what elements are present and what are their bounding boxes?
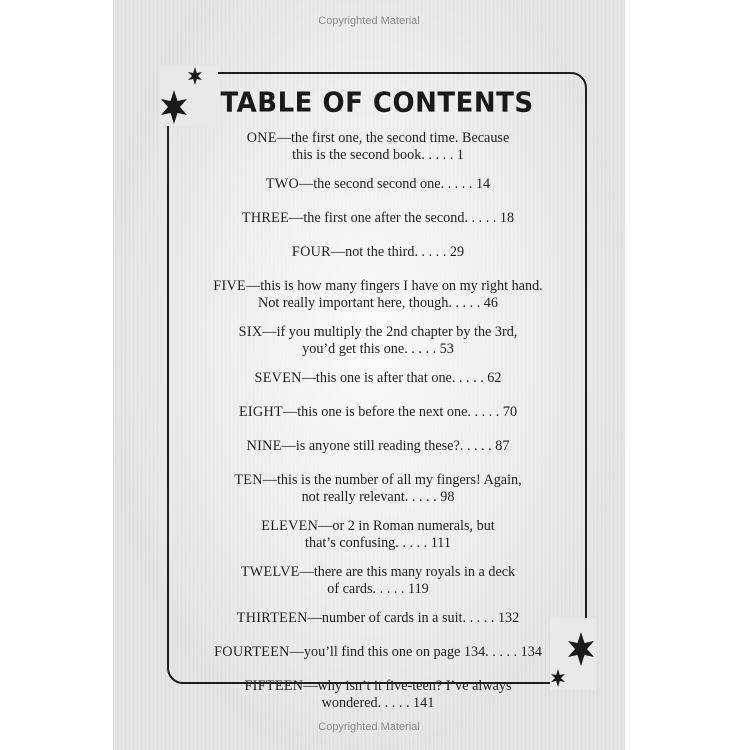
- chapter-number: TWO: [265, 176, 300, 192]
- chapter-description: —the second second one. . . . . 14: [299, 176, 491, 192]
- chapter-description: not really relevant. . . . . 98: [301, 489, 455, 505]
- toc-entry-line: [200, 644, 556, 661]
- toc-entry-line: [200, 244, 556, 261]
- toc-entry-line: [200, 610, 556, 627]
- chapter-description: —or 2 in Roman numerals, but: [318, 518, 495, 534]
- toc-entry: [200, 404, 556, 438]
- copyright-watermark-bottom: Copyrighted Material: [318, 721, 420, 733]
- chapter-number: TWELVE: [240, 564, 300, 580]
- toc-entry-line: [200, 210, 556, 227]
- toc-entry-line: [200, 581, 556, 598]
- chapter-number: TEN: [234, 472, 263, 488]
- copyright-watermark-top: Copyrighted Material: [318, 15, 420, 27]
- toc-entry-line: [200, 147, 556, 164]
- toc-entry-line: [200, 176, 556, 193]
- chapter-number: FIFTEEN: [244, 678, 304, 694]
- toc-entry: [200, 130, 556, 176]
- toc-entry: [200, 678, 556, 724]
- toc-entry-line: [200, 518, 556, 535]
- toc-entry-line: [200, 489, 556, 506]
- large-star-icon: [568, 632, 594, 666]
- chapter-number: FOURTEEN: [214, 644, 290, 660]
- chapter-description: —this is the number of all my fingers! Again,: [262, 472, 522, 488]
- chapter-number: FIVE: [213, 278, 246, 294]
- chapter-number: EIGHT: [238, 404, 283, 420]
- chapter-description: —this one is before the next one. . . . . 70: [283, 404, 518, 420]
- toc-entry-line: [200, 535, 556, 552]
- toc-entry-line: [200, 130, 556, 147]
- chapter-description: you’d get this one. . . . . 53: [302, 341, 454, 357]
- toc-entry-line: [200, 678, 556, 695]
- toc-entry: [200, 518, 556, 564]
- small-star-icon: [188, 67, 202, 85]
- toc-entry: [200, 176, 556, 210]
- chapter-description: that’s confusing. . . . . 111: [305, 535, 451, 551]
- chapter-description: this is the second book. . . . . 1: [292, 147, 464, 163]
- toc-entry: [200, 472, 556, 518]
- chapter-number: FOUR: [291, 244, 331, 260]
- chapter-number: THIRTEEN: [236, 610, 308, 626]
- toc-entry: [200, 438, 556, 472]
- chapter-description: —number of cards in a suit. . . . . 132: [307, 610, 520, 626]
- chapter-description: wondered. . . . . 141: [321, 695, 435, 711]
- toc-entry: [200, 564, 556, 610]
- toc-entry-line: [200, 404, 556, 421]
- chapter-description: —you’ll find this one on page 134. . . . . 134: [289, 644, 542, 660]
- chapter-number: THREE: [241, 210, 290, 226]
- chapter-number: NINE: [246, 438, 282, 454]
- chapter-number: SEVEN: [254, 370, 302, 386]
- chapter-description: of cards. . . . . 119: [327, 581, 429, 597]
- chapter-description: —this is how many fingers I have on my right hand.: [246, 278, 543, 294]
- toc-entry: [200, 278, 556, 324]
- toc-entry: [200, 644, 556, 678]
- toc-entry: [200, 244, 556, 278]
- toc-entry-line: [200, 370, 556, 387]
- toc-entry-line: [200, 324, 556, 341]
- chapter-description: Not really important here, though. . . . . 46: [258, 295, 498, 311]
- chapter-number: ELEVEN: [261, 518, 319, 534]
- chapter-description: —this one is after that one. . . . . 62: [301, 370, 502, 386]
- page-title: TABLE OF CONTENTS: [220, 87, 534, 119]
- chapter-description: —the first one, the second time. Because: [276, 130, 510, 146]
- toc-entry-line: [200, 438, 556, 455]
- chapter-description: —if you multiply the 2nd chapter by the 3rd,: [262, 324, 518, 340]
- toc-entry-line: [200, 278, 556, 295]
- chapter-description: —the first one after the second. . . . . 18: [289, 210, 515, 226]
- toc-entry-line: [200, 695, 556, 712]
- chapter-description: —is anyone still reading these?. . . . . 87: [281, 438, 510, 454]
- toc-entry: [200, 370, 556, 404]
- toc-entry-line: [200, 295, 556, 312]
- chapter-description: —there are this many royals in a deck: [299, 564, 516, 580]
- toc-entry: [200, 210, 556, 244]
- toc-entry-line: [200, 472, 556, 489]
- chapter-description: —why isn’t it five-teen? I’ve always: [303, 678, 512, 694]
- chapter-description: —not the third. . . . . 29: [330, 244, 465, 260]
- toc-entry: [200, 610, 556, 644]
- chapter-number: ONE: [246, 130, 277, 146]
- toc-entry: [200, 324, 556, 370]
- toc-entry-line: [200, 341, 556, 358]
- toc-entry-line: [200, 564, 556, 581]
- contents-list: [200, 130, 556, 724]
- chapter-number: SIX: [238, 324, 263, 340]
